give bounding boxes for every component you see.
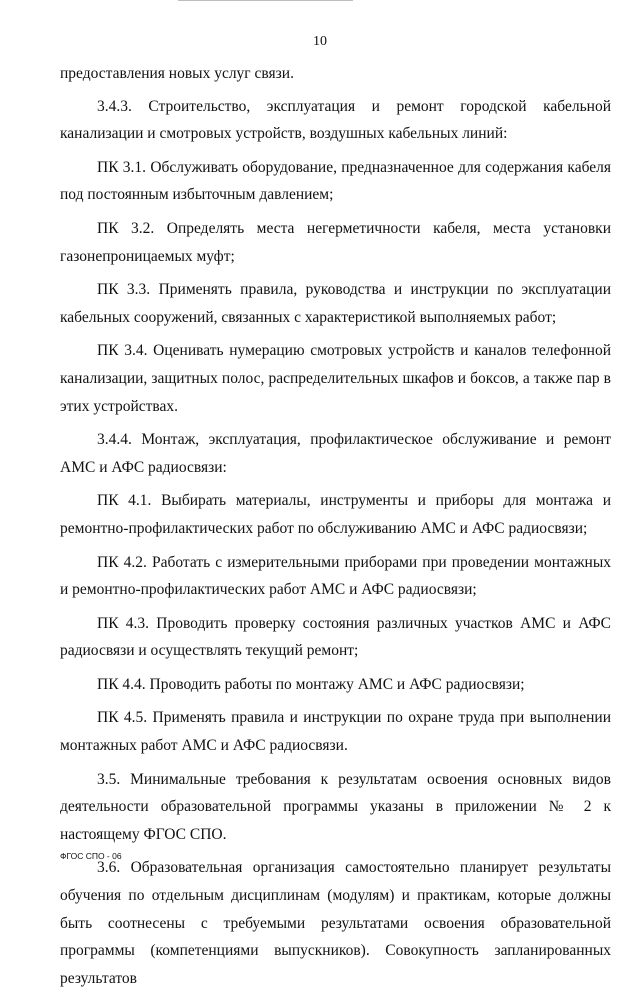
paragraph-section-3-4-3: 3.4.3. Строительство, эксплуатация и ремонт городской кабельной канализации и смотровых устройств, воздушных кабельных линий: — [60, 97, 611, 143]
document-body — [60, 60, 611, 998]
paragraph-section-3-5: 3.5. Минимальные требования к результатам освоения основных видов деятельности образовательной программы указаны в приложении № 2 к настоящему ФГОС СПО. — [60, 770, 611, 843]
paragraph-pk-4-5: ПК 4.5. Применять правила и инструкции по охране труда при выполнении монтажных работ АМС и АФС радиосвязи. — [60, 709, 611, 755]
paragraph-pk-4-1: ПК 4.1. Выбирать материалы, инструменты и приборы для монтажа и ремонтно-профилактических работ по обслуживанию АМС и АФС радиосвязи; — [60, 492, 611, 537]
paragraph-section-3-6: 3.6. Образовательная организация самостоятельно планирует результаты обучения по отдельным дисциплинам (модулям) и практикам, которые должны быть соотнесены с требуемыми результатами освоения образовательной программы (компетенциями выпускников). Совокупность запланированных результатов — [60, 859, 611, 987]
paragraph-section-3-4-4: 3.4.4. Монтаж, эксплуатация, профилактическое обслуживание и ремонт АМС и АФС радиосвязи: — [60, 431, 611, 476]
page-number: 10 — [313, 34, 327, 49]
paragraph-pk-4-3: ПК 4.3. Проводить проверку состояния различных участков АМС и АФС радиосвязи и осуществлять текущий ремонт; — [60, 614, 611, 660]
footer-document-code: ФГОС СПО - 06 — [60, 851, 122, 861]
paragraph-pk-4-4: ПК 4.4. Проводить работы по монтажу АМС и АФС радиосвязи; — [97, 675, 525, 693]
paragraph-pk-3-4: ПК 3.4. Оценивать нумерацию смотровых устройств и каналов телефонной канализации, защитных полос, распределительных шкафов и боксов, а также пар в этих устройствах. — [60, 342, 611, 415]
paragraph-pk-3-2: ПК 3.2. Определять места негерметичности кабеля, места установки газонепроницаемых муфт; — [60, 219, 611, 265]
scan-edge-line — [178, 0, 353, 1]
paragraph-pk-3-3: ПК 3.3. Применять правила, руководства и инструкции по эксплуатации кабельных сооружений, связанных с характеристикой выполняемых работ; — [60, 281, 611, 326]
paragraph-pk-4-2: ПК 4.2. Работать с измерительными приборами при проведении монтажных и ремонтно-профилактических работ АМС и АФС радиосвязи; — [60, 553, 611, 599]
paragraph-continuation: предоставления новых услуг связи. — [60, 65, 294, 82]
paragraph-pk-3-1: ПК 3.1. Обслуживать оборудование, предназначенное для содержания кабеля под постоянным избыточным давлением; — [60, 158, 611, 204]
